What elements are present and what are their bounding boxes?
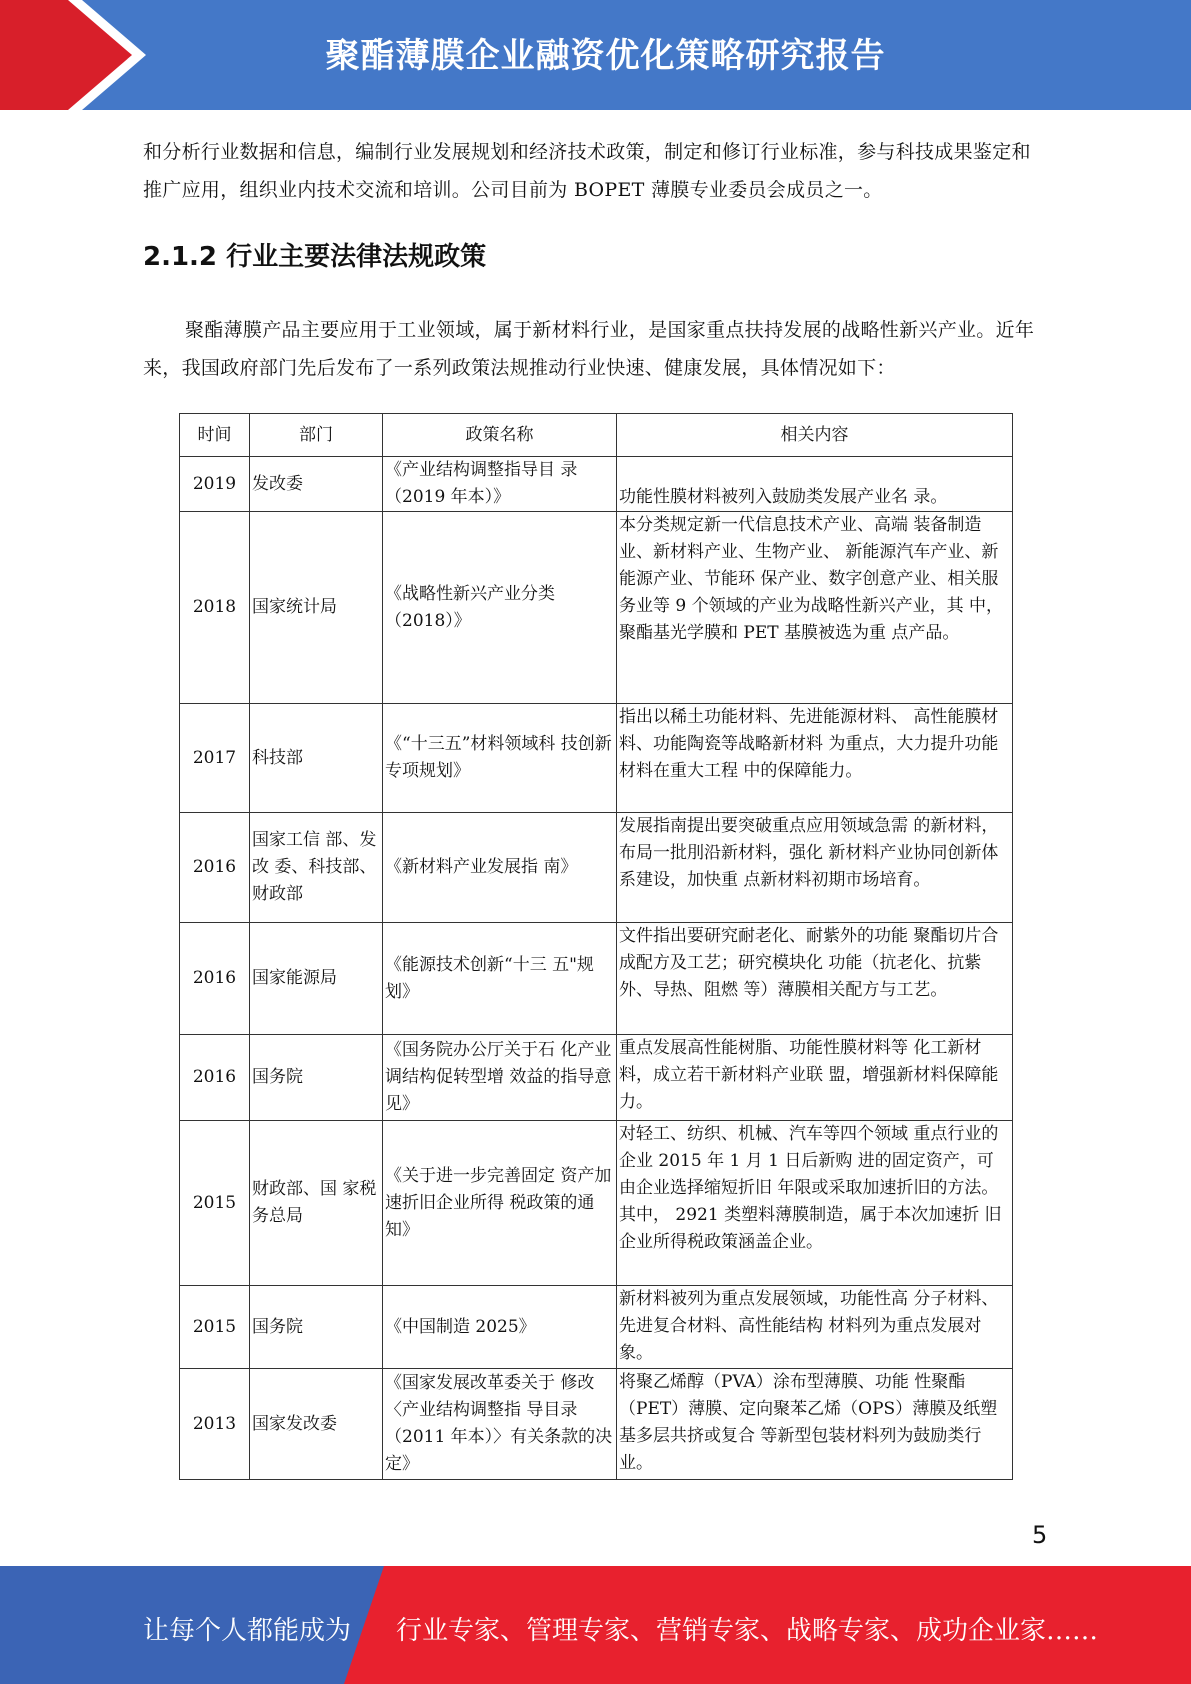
row-policy-name: 《国家发展改革委关于 修改〈产业结构调整指 导目录（2011 年本）〉有关条款的决定》 — [383, 1369, 617, 1480]
row-content: 新材料被列为重点发展领域，功能性高 分子材料、先进复合材料、高性能结构 材料列为重点发展对象。 — [617, 1286, 1013, 1369]
row-dept: 国务院 — [250, 1286, 383, 1369]
page-header — [0, 0, 1191, 110]
row-year: 2018 — [180, 512, 250, 704]
row-policy-name: 《国务院办公厅关于石 化产业调结构促转型增 效益的指导意见》 — [383, 1035, 617, 1121]
row-content: 重点发展高性能树脂、功能性膜材料等 化工新材料，成立若干新材料产业联 盟，增强新材料保障能力。 — [617, 1035, 1013, 1121]
table-row — [180, 512, 1013, 704]
row-year: 2016 — [180, 923, 250, 1035]
row-content: 将聚乙烯醇（PVA）涂布型薄膜、功能 性聚酯（PET）薄膜、定向聚苯乙烯（OPS）薄膜及纸塑基多层共挤或复合 等新型包装材料列为鼓励类行业。 — [617, 1369, 1013, 1480]
row-dept: 国家能源局 — [250, 923, 383, 1035]
row-year: 2015 — [180, 1121, 250, 1286]
row-content: 文件指出要研究耐老化、耐紫外的功能 聚酯切片合成配方及工艺；研究模块化 功能（抗老化、抗紫外、导热、阻燃 等）薄膜相关配方与工艺。 — [617, 923, 1013, 1035]
row-year: 2019 — [180, 457, 250, 512]
row-policy-name: 《新材料产业发展指 南》 — [383, 813, 617, 923]
row-content: 功能性膜材料被列入鼓励类发展产业名 录。 — [617, 457, 1013, 512]
row-policy-name: 《战略性新兴产业分类（2018）》 — [383, 512, 617, 704]
intro-paragraph: 和分析行业数据和信息，编制行业发展规划和经济技术政策，制定和修订行业标准，参与科技成果鉴定和推广应用，组织业内技术交流和培训。公司目前为 BOPET 薄膜专业委员会成员之一。 — [143, 141, 1031, 201]
row-policy-name: 《“十三五”材料领域科 技创新专项规划》 — [383, 704, 617, 813]
page-footer — [0, 1566, 1191, 1684]
row-policy-name: 《关于进一步完善固定 资产加速折旧企业所得 税政策的通知》 — [383, 1121, 617, 1286]
header-time: 时间 — [180, 414, 250, 457]
header-policy-name: 政策名称 — [383, 414, 617, 457]
row-content: 本分类规定新一代信息技术产业、高端 装备制造业、新材料产业、生物产业、 新能源汽车产业、新能源产业、节能环 保产业、数字创意产业、相关服务业等 9 个领域的产业为战略性新兴产业，其 中，聚酯基光学膜和 PET 基膜被选为重 点产品。 — [617, 512, 1013, 704]
row-policy-name: 《能源技术创新“十三 五"规划》 — [383, 923, 617, 1035]
report-title: 聚酯薄膜企业融资优化策略研究报告 — [325, 36, 886, 76]
row-dept: 国家发改委 — [250, 1369, 383, 1480]
section-paragraph: 聚酯薄膜产品主要应用于工业领域，属于新材料行业，是国家重点扶持发展的战略性新兴产业。近年来，我国政府部门先后发布了一系列政策法规推动行业快速、健康发展，具体情况如下： — [143, 319, 1035, 379]
section-heading: 2.1.2 行业主要法律法规政策 — [143, 242, 487, 272]
row-year: 2016 — [180, 813, 250, 923]
row-year: 2016 — [180, 1035, 250, 1121]
footer-slogan-left: 让每个人都能成为 — [143, 1616, 352, 1646]
table-row — [180, 457, 1013, 512]
row-dept: 国务院 — [250, 1035, 383, 1121]
table-row — [180, 813, 1013, 923]
footer-slogan-right: 行业专家、管理专家、营销专家、战略专家、成功企业家…… — [396, 1616, 1099, 1646]
table-header-row — [180, 414, 1013, 457]
row-year: 2013 — [180, 1369, 250, 1480]
table-row — [180, 704, 1013, 813]
row-content: 对轻工、纺织、机械、汽车等四个领域 重点行业的企业 2015 年 1 月 1 日后新购 进的固定资产，可由企业选择缩短折旧 年限或采取加速折旧的方法。其中， 2921 类塑料薄膜制造，属于本次加速折 旧企业所得税政策涵盖企业。 — [617, 1121, 1013, 1286]
row-content: 发展指南提出要突破重点应用领域急需 的新材料，布局一批刖沿新材料，强化 新材料产业协同创新体系建设，加快重 点新材料初期市场培育。 — [617, 813, 1013, 923]
table-row — [180, 1121, 1013, 1286]
row-year: 2015 — [180, 1286, 250, 1369]
table-row — [180, 1369, 1013, 1480]
policy-table — [179, 413, 1013, 1480]
row-dept: 国家工信 部、发改 委、科技部、财政部 — [250, 813, 383, 923]
row-policy-name: 《中国制造 2025》 — [383, 1286, 617, 1369]
header-content: 相关内容 — [617, 414, 1013, 457]
table-row — [180, 1286, 1013, 1369]
row-dept: 科技部 — [250, 704, 383, 813]
page-number: 5 — [1032, 1521, 1048, 1549]
header-dept: 部门 — [250, 414, 383, 457]
row-dept: 发改委 — [250, 457, 383, 512]
table-row — [180, 1035, 1013, 1121]
row-policy-name: 《产业结构调整指导目 录（2019 年本）》 — [383, 457, 617, 512]
row-dept: 国家统计局 — [250, 512, 383, 704]
row-year: 2017 — [180, 704, 250, 813]
row-content: 指出以稀土功能材料、先进能源材料、 高性能膜材料、功能陶瓷等战略新材料 为重点，大力提升功能材料在重大工程 中的保障能力。 — [617, 704, 1013, 813]
table-row — [180, 923, 1013, 1035]
row-dept: 财政部、国 家税务总局 — [250, 1121, 383, 1286]
